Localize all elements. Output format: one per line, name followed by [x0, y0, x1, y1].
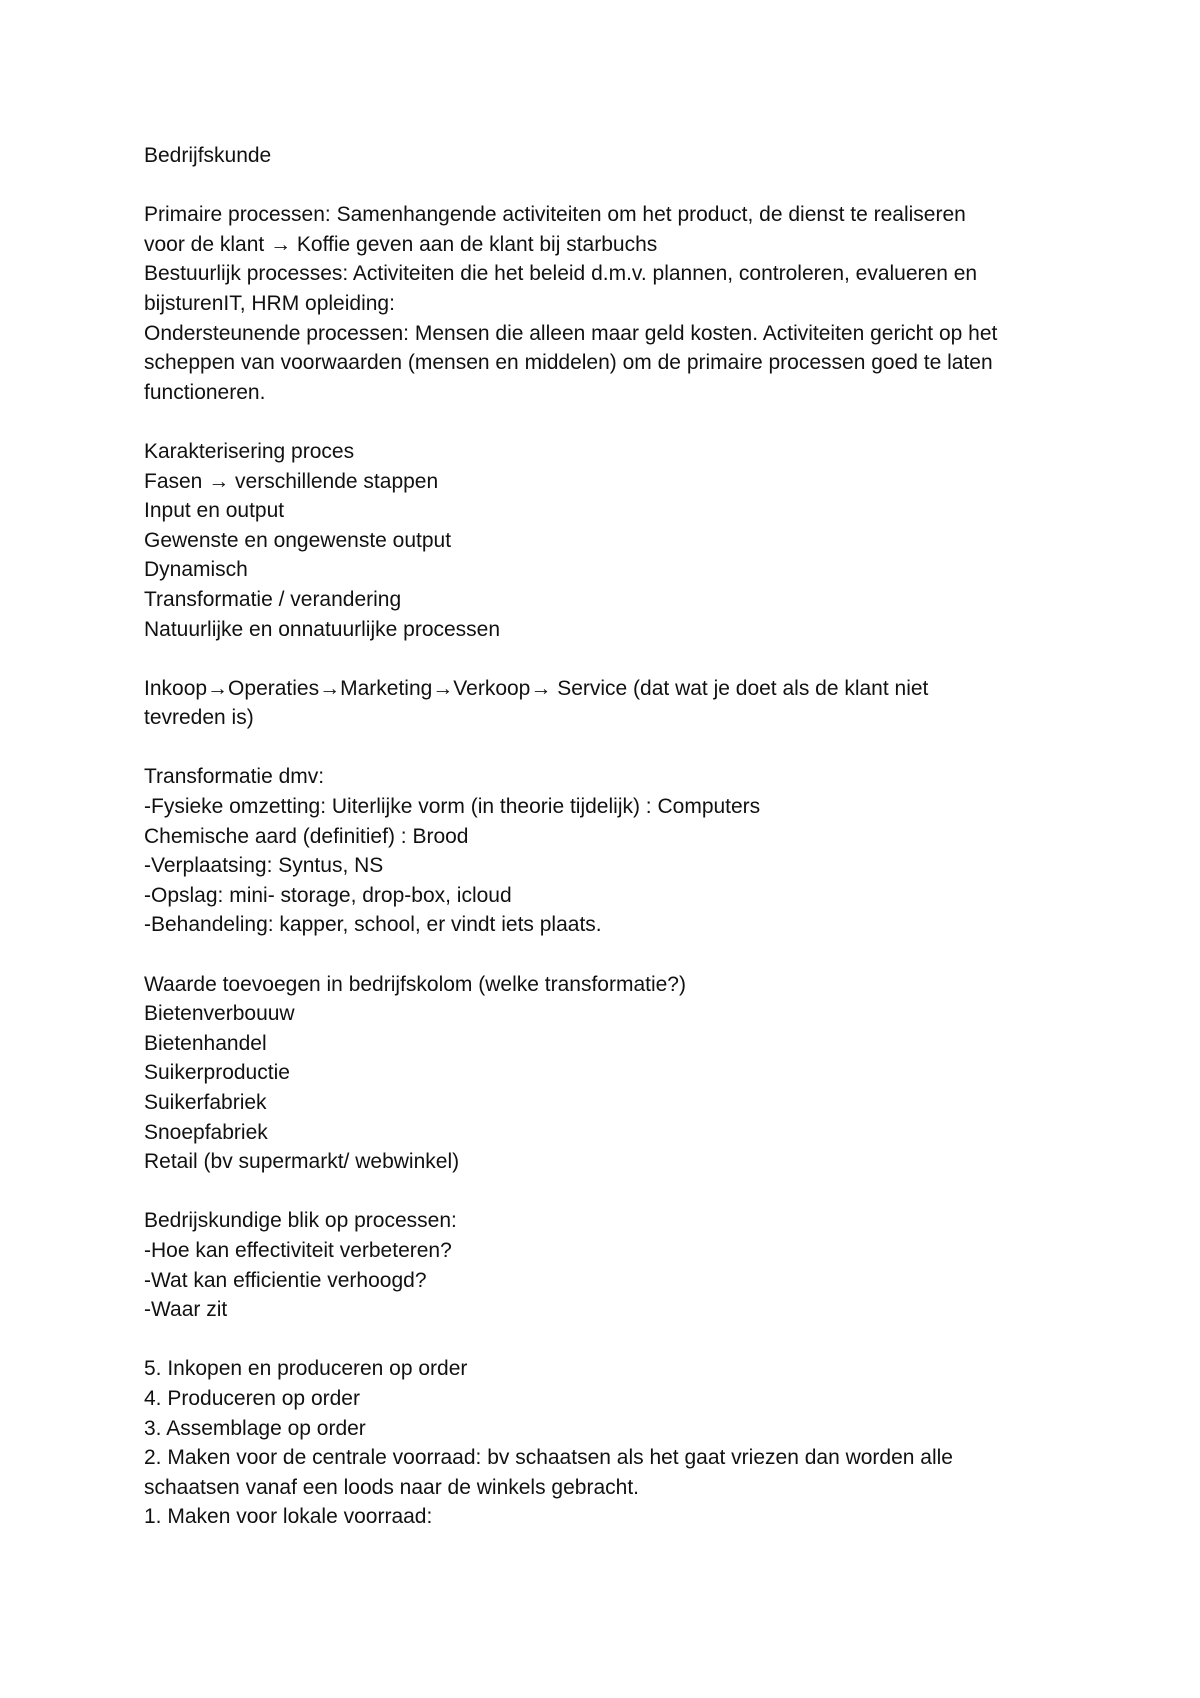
list-item: Bietenhandel: [144, 1031, 267, 1055]
list-item: -Behandeling: kapper, school, er vindt iets plaats.: [144, 913, 602, 937]
list-item: schaatsen vanaf een loods naar de winkels gebracht.: [144, 1475, 639, 1499]
spacer: [144, 1325, 1064, 1355]
list-item: Natuurlijke en onnatuurlijke processen: [144, 617, 501, 641]
text-line: scheppen van voorwaarden (mensen en middelen) om de primaire processen goed te laten: [144, 351, 993, 375]
text-line: bijsturenIT, HRM opleiding:: [144, 291, 395, 315]
list-item: Chemische aard (definitief) : Brood: [144, 824, 469, 848]
list-item: Suikerproductie: [144, 1061, 290, 1085]
list-item: -Wat kan efficientie verhoogd?: [144, 1268, 427, 1292]
spacer: [144, 171, 1064, 201]
section-heading: Bedrijskundige blik op processen:: [144, 1209, 457, 1233]
text-line: voor de klant → Koffie geven aan de klant bij starbuchs: [144, 232, 658, 256]
section-processen: [144, 200, 1064, 407]
document-title: Bedrijfskunde: [144, 144, 272, 167]
list-item: Retail (bv supermarkt/ webwinkel): [144, 1150, 460, 1174]
list-item: -Hoe kan effectiviteit verbeteren?: [144, 1238, 452, 1262]
text-line: functioneren.: [144, 380, 266, 404]
spacer: [144, 940, 1064, 970]
text-line: Primaire processen: Samenhangende activiteiten om het product, de dienst te realiseren: [144, 203, 966, 227]
list-item: Transformatie / verandering: [144, 587, 402, 611]
section-transformatie: [144, 762, 1064, 940]
list-item: 2. Maken voor de centrale voorraad: bv schaatsen als het gaat vriezen dan worden alle: [144, 1446, 953, 1470]
list-item: Input en output: [144, 499, 285, 523]
text-line: Inkoop→Operaties→Marketing→Verkoop→ Service (dat wat je doet als de klant niet: [144, 676, 929, 700]
list-item: 5. Inkopen en produceren op order: [144, 1357, 468, 1381]
section-bedrijfskolom: [144, 970, 1064, 1177]
section-heading: Karakterisering proces: [144, 439, 355, 463]
list-item: Dynamisch: [144, 558, 248, 582]
section-heading: Waarde toevoegen in bedrijfskolom (welke transformatie?): [144, 972, 686, 996]
list-item: 1. Maken voor lokale voorraad:: [144, 1505, 433, 1529]
document-body: [144, 141, 1064, 1532]
spacer: [144, 407, 1064, 437]
list-item: Snoepfabriek: [144, 1120, 268, 1144]
text-line: Bestuurlijk processes: Activiteiten die het beleid d.m.v. plannen, controleren, evalueren en: [144, 262, 978, 286]
list-item: Gewenste en ongewenste output: [144, 528, 452, 552]
list-item: 3. Assemblage op order: [144, 1416, 366, 1440]
section-blik: [144, 1206, 1064, 1324]
spacer: [144, 644, 1064, 674]
section-ketens: [144, 674, 1064, 733]
list-item: -Waar zit: [144, 1298, 228, 1322]
text-line: Ondersteunende processen: Mensen die alleen maar geld kosten. Activiteiten gericht op het: [144, 321, 998, 345]
list-item: -Opslag: mini- storage, drop-box, icloud: [144, 883, 512, 907]
list-item: -Verplaatsing: Syntus, NS: [144, 854, 384, 878]
list-item: 4. Produceren op order: [144, 1386, 360, 1410]
list-item: Fasen → verschillende stappen: [144, 469, 439, 493]
spacer: [144, 1177, 1064, 1207]
section-karakterisering: [144, 437, 1064, 644]
list-item: Bietenverbouuw: [144, 1002, 295, 1026]
list-item: Suikerfabriek: [144, 1091, 267, 1114]
text-line: tevreden is): [144, 706, 254, 730]
section-orders: [144, 1354, 1064, 1532]
section-heading: Transformatie dmv:: [144, 765, 325, 789]
list-item: -Fysieke omzetting: Uiterlijke vorm (in theorie tijdelijk) : Computers: [144, 795, 761, 819]
spacer: [144, 733, 1064, 763]
